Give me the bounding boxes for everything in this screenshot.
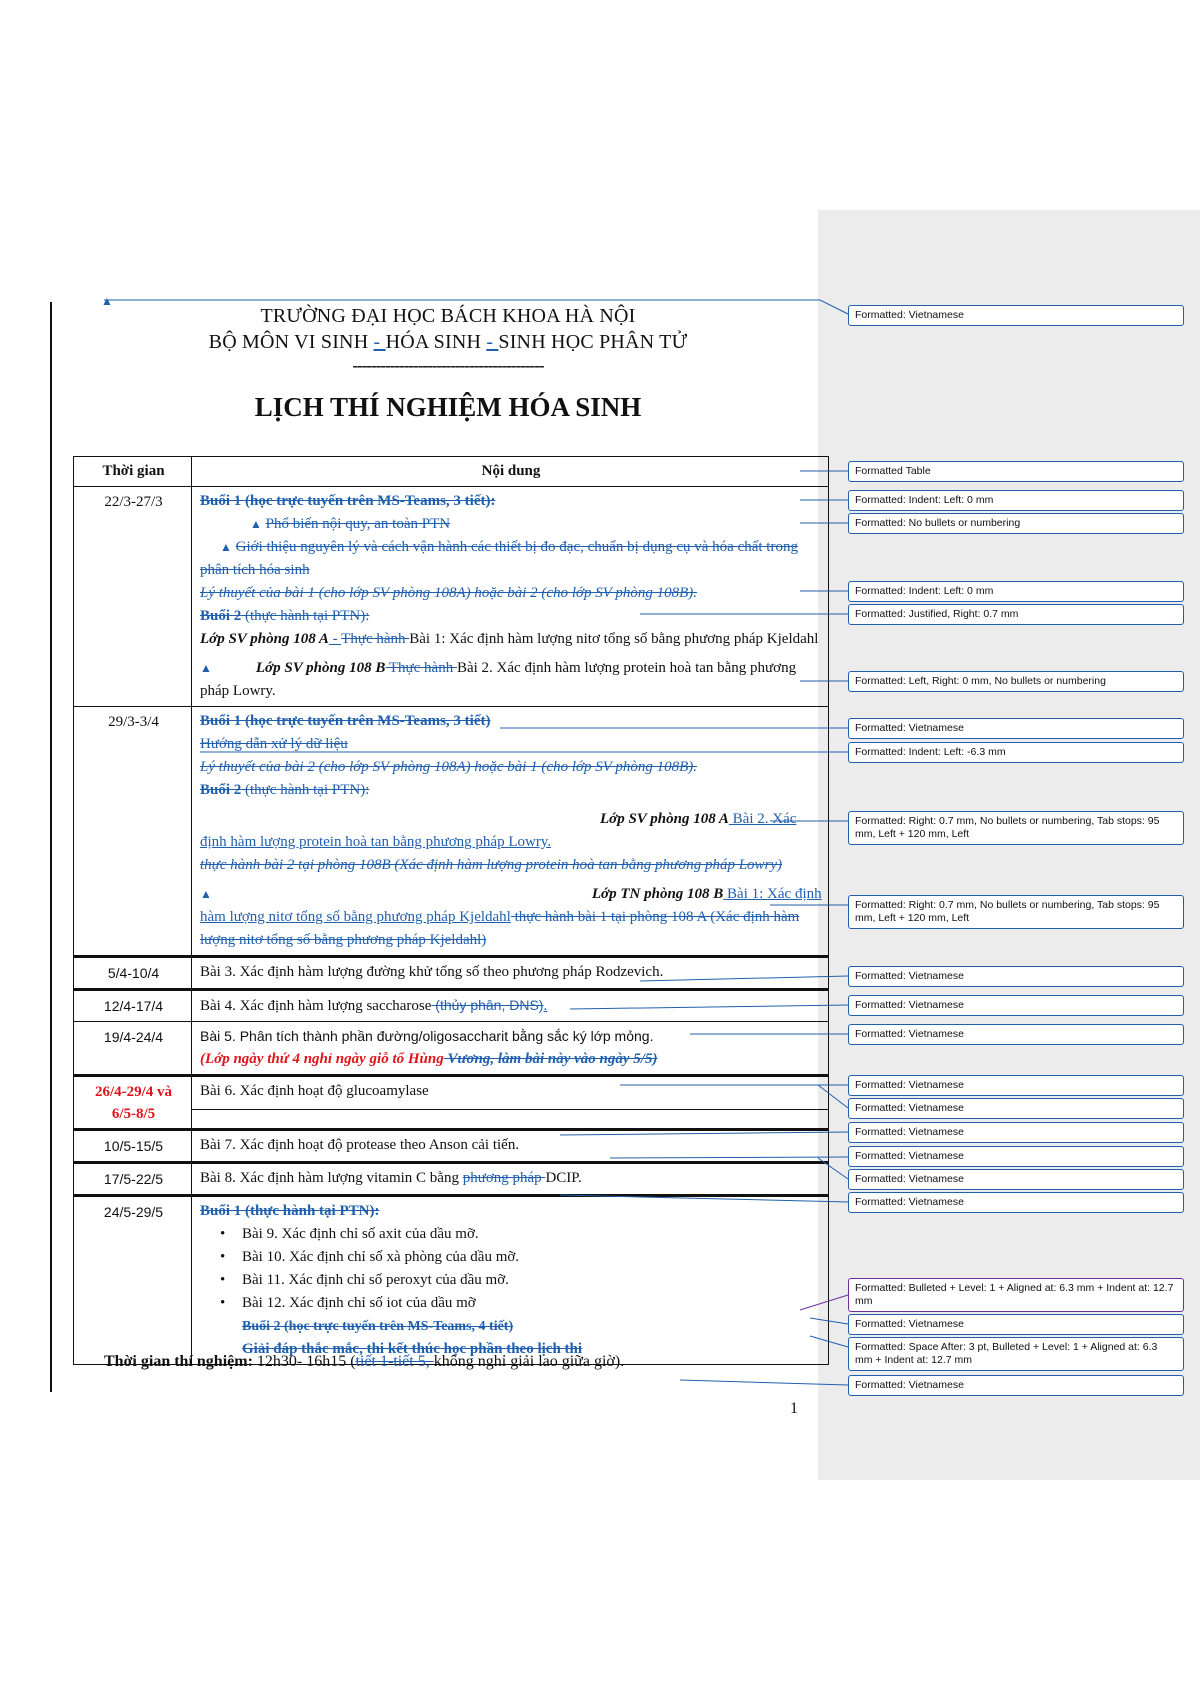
table-row <box>74 1130 829 1163</box>
dept-part-2: - <box>373 331 386 353</box>
content-line: Lý thuyết của bài 1 (cho lớp SV phòng 108A) hoặc bài 2 (cho lớp SV phòng 108B). <box>200 585 698 601</box>
comment-balloon[interactable]: Formatted: Vietnamese <box>848 1375 1184 1396</box>
dept-part-4: - <box>486 331 499 353</box>
row-date: 19/4-24/4 <box>74 1022 192 1076</box>
comment-balloon[interactable]: Formatted: Right: 0.7 mm, No bullets or numbering, Tab stops: 95 mm, Left + 120 mm, Left <box>848 811 1184 845</box>
bullet-marker-icon: ▲ <box>250 517 262 531</box>
table-row <box>74 707 829 957</box>
class-label: Lớp TN phòng 108 B <box>591 886 724 902</box>
bullet-marker-icon: ▲ <box>200 887 212 901</box>
deleted-text: thực hành bài 1 tại phòng 108 A (Xác định hàm lượng nitơ tổng số bằng phương pháp Kjeldahl) <box>200 909 800 948</box>
lab-time-label: Thời gian thí nghiệm: <box>104 1353 253 1370</box>
content-line: DCIP. <box>545 1170 582 1186</box>
dashed-divider: ----------------------------------------- <box>352 356 544 375</box>
content-line: Bài 1: Xác định hàm lượng nitơ tổng số bằng phương pháp Kjeldahl <box>409 631 819 647</box>
comment-balloon[interactable]: Formatted: Right: 0.7 mm, No bullets or numbering, Tab stops: 95 mm, Left + 120 mm, Left <box>848 895 1184 929</box>
table-row <box>74 957 829 990</box>
table-row <box>74 1196 829 1365</box>
col-header-time: Thời gian <box>74 457 192 487</box>
comment-balloon[interactable]: Formatted: Space After: 3 pt, Bulleted + Level: 1 + Aligned at: 6.3 mm + Indent at: 12.7 mm <box>848 1337 1184 1371</box>
comment-balloon[interactable]: Formatted: Indent: Left: 0 mm <box>848 490 1184 511</box>
bullet-marker-icon: ▲ <box>200 661 212 675</box>
comment-balloon[interactable]: Formatted: Vietnamese <box>848 995 1184 1016</box>
page-title: LỊCH THÍ NGHIỆM HÓA SINH <box>254 392 642 422</box>
deleted-text: tiết 1-tiết 5, <box>355 1353 434 1370</box>
schedule-table <box>73 456 829 1365</box>
list-item: • Bài 12. Xác định chỉ số iot của dầu mỡ <box>242 1292 822 1315</box>
row-date: 29/3-3/4 <box>74 707 192 957</box>
class-label: Lớp SV phòng 108 A <box>200 631 329 647</box>
row-date: 12/4-17/4 <box>74 990 192 1022</box>
table-row <box>74 990 829 1022</box>
content-line: Bài 4. Xác định hàm lượng saccharose <box>200 998 432 1014</box>
dept-part-1: BỘ MÔN VI SINH <box>208 331 374 353</box>
row-date: 10/5-15/5 <box>74 1130 192 1163</box>
table-header-row <box>74 457 829 487</box>
lab-time-rest: không nghỉ giải lao giữa giờ). <box>433 1353 625 1370</box>
inserted-text: . <box>543 998 548 1014</box>
class-label: Lớp SV phòng 108 A <box>600 811 729 827</box>
row-date: 22/3-27/3 <box>74 487 192 707</box>
list-item: • Bài 10. Xác định chỉ số xà phòng của dầu mỡ. <box>242 1246 822 1269</box>
session-heading: Buổi 1 (học trực tuyến trên MS-Teams, 3 tiết): <box>200 493 496 509</box>
content-line: Lý thuyết của bài 2 (cho lớp SV phòng 108A) hoặc bài 1 (cho lớp SV phòng 108B). <box>200 759 698 775</box>
session-heading: Buổi 2 <box>200 608 242 624</box>
row-content <box>192 1163 829 1196</box>
bullet-marker-icon: ▲ <box>220 540 232 554</box>
row-content: Bài 3. Xác định hàm lượng đường khử tổng số theo phương pháp Rodzevich. <box>192 957 829 990</box>
change-bar <box>50 302 52 1392</box>
row-content <box>192 990 829 1022</box>
comment-balloon[interactable]: Formatted: Vietnamese <box>848 1314 1184 1335</box>
deleted-text: Vương, làm bài này vào ngày 5/5) <box>443 1051 658 1067</box>
row-content <box>192 1196 829 1365</box>
session-heading: Buổi 2 <box>200 782 242 798</box>
table-row <box>74 1076 829 1130</box>
deleted-text: , thi kết thúc học phần theo lịch thi <box>359 1341 583 1357</box>
comment-balloon[interactable]: Formatted: Vietnamese <box>848 1146 1184 1167</box>
comment-balloon[interactable]: Formatted: Vietnamese <box>848 1024 1184 1045</box>
comment-balloon[interactable]: Formatted: Vietnamese <box>848 718 1184 739</box>
content-line: Bài 5. Phân tích thành phần đường/oligosaccharit bằng sắc ký lớp mỏng. <box>200 1028 654 1044</box>
note-text: (Lớp ngày thứ 4 nghỉ ngày giỗ tổ Hùng <box>200 1051 444 1067</box>
row-content <box>192 487 829 707</box>
department-name <box>70 331 826 354</box>
content-line: Giới thiệu nguyên lý và cách vận hành các thiết bị đo đạc, chuẩn bị dụng cụ và hóa chất trong phân tích hóa sinh <box>200 539 798 578</box>
row-content <box>192 1022 829 1076</box>
row-date: 26/4-29/4 và 6/5-8/5 <box>74 1076 192 1130</box>
inserted-text: - <box>328 631 342 647</box>
university-name: TRƯỜNG ĐẠI HỌC BÁCH KHOA HÀ NỘI <box>260 305 636 327</box>
comment-balloon[interactable]: Formatted: Vietnamese <box>848 1192 1184 1213</box>
table-row <box>74 1163 829 1196</box>
comment-balloon[interactable]: Formatted: Indent: Left: -6.3 mm <box>848 742 1184 763</box>
content-line: (thực hành tại PTN): <box>241 608 370 624</box>
inserted-text: Bài 2. Xác định hàm lượng protein hoà tan bằng phương pháp Lowry. <box>200 811 797 850</box>
comment-balloon[interactable]: Formatted Table <box>848 461 1184 482</box>
comment-balloon[interactable]: Formatted: Vietnamese <box>848 1122 1184 1143</box>
session-heading: Buổi 1 (thực hành tại PTN): <box>200 1203 380 1219</box>
comment-balloon[interactable]: Formatted: Bulleted + Level: 1 + Aligned at: 6.3 mm + Indent at: 12.7 mm <box>848 1278 1184 1312</box>
content-line: Giải đáp thắc mắc <box>242 1341 360 1357</box>
deleted-text: Thực hành <box>385 660 457 676</box>
class-label: Lớp SV phòng 108 B <box>255 660 386 676</box>
exercise-list <box>200 1223 822 1315</box>
comment-balloon[interactable]: Formatted: Vietnamese <box>848 305 1184 326</box>
list-item: • Bài 11. Xác định chỉ số peroxyt của dầu mỡ. <box>242 1269 822 1292</box>
comment-balloon[interactable]: Formatted: No bullets or numbering <box>848 513 1184 534</box>
content-line: Phổ biến nội quy, an toàn PTN <box>265 516 451 532</box>
content-line: Bài 2. Xác định hàm lượng protein hoà tan bằng phương pháp Lowry. <box>200 660 797 699</box>
deleted-text: phương pháp <box>462 1170 546 1186</box>
inserted-text: Bài 1: Xác định hàm lượng nitơ tổng số bằng phương pháp Kjeldahl <box>200 886 822 925</box>
content-line: Bài 6. Xác định hoạt độ glucoamylase <box>200 1083 429 1099</box>
dept-part-5: SINH HỌC PHÂN TỬ <box>498 331 688 353</box>
content-line: (thực hành tại PTN): <box>241 782 370 798</box>
session-heading: Buổi 2 (học trực tuyến trên MS-Teams, 4 tiết) <box>242 1319 514 1334</box>
table-row <box>74 1022 829 1076</box>
table-row <box>74 487 829 707</box>
content-line: Hướng dẫn xử lý dữ liệu <box>200 736 348 752</box>
comment-balloon[interactable]: Formatted: Vietnamese <box>848 966 1184 987</box>
comment-balloon[interactable]: Formatted: Indent: Left: 0 mm <box>848 581 1184 602</box>
page-number: 1 <box>790 1400 798 1417</box>
col-header-content: Nội dung <box>192 457 829 487</box>
row-content: Bài 7. Xác định hoạt độ protease theo Anson cải tiến. <box>192 1130 829 1163</box>
deleted-text: Thực hành <box>341 631 410 647</box>
lab-time-value: 12h30- 16h15 ( <box>252 1353 356 1370</box>
lab-time-note <box>104 1353 624 1371</box>
row-date: 5/4-10/4 <box>74 957 192 990</box>
row-content <box>192 707 829 957</box>
comment-balloon[interactable]: Formatted: Left, Right: 0 mm, No bullets or numbering <box>848 671 1184 692</box>
comment-balloon[interactable]: Formatted: Justified, Right: 0.7 mm <box>848 604 1184 625</box>
row-date: 24/5-29/5 <box>74 1196 192 1365</box>
anchor-marker-icon: ▲ <box>101 294 113 308</box>
session-heading: Buổi 1 (học trực tuyến trên MS-Teams, 3 tiết) <box>200 713 491 729</box>
row-date: 17/5-22/5 <box>74 1163 192 1196</box>
comment-balloon[interactable]: Formatted: Vietnamese <box>848 1075 1184 1096</box>
content-line: Bài 8. Xác định hàm lượng vitamin C bằng <box>200 1170 463 1186</box>
deleted-text: thực hành bài 2 tại phòng 108B (Xác định hàm lượng protein hoà tan bằng phương pháp Lowry) <box>200 857 783 873</box>
list-item: • Bài 9. Xác định chỉ số axit của dầu mỡ. <box>242 1223 822 1246</box>
deleted-text: (thủy phân, DNS) <box>431 997 544 1013</box>
comment-balloon[interactable]: Formatted: Vietnamese <box>848 1169 1184 1190</box>
comment-balloon[interactable]: Formatted: Vietnamese <box>848 1098 1184 1119</box>
row-content <box>192 1076 829 1130</box>
dept-part-3: HÓA SINH <box>385 331 487 353</box>
